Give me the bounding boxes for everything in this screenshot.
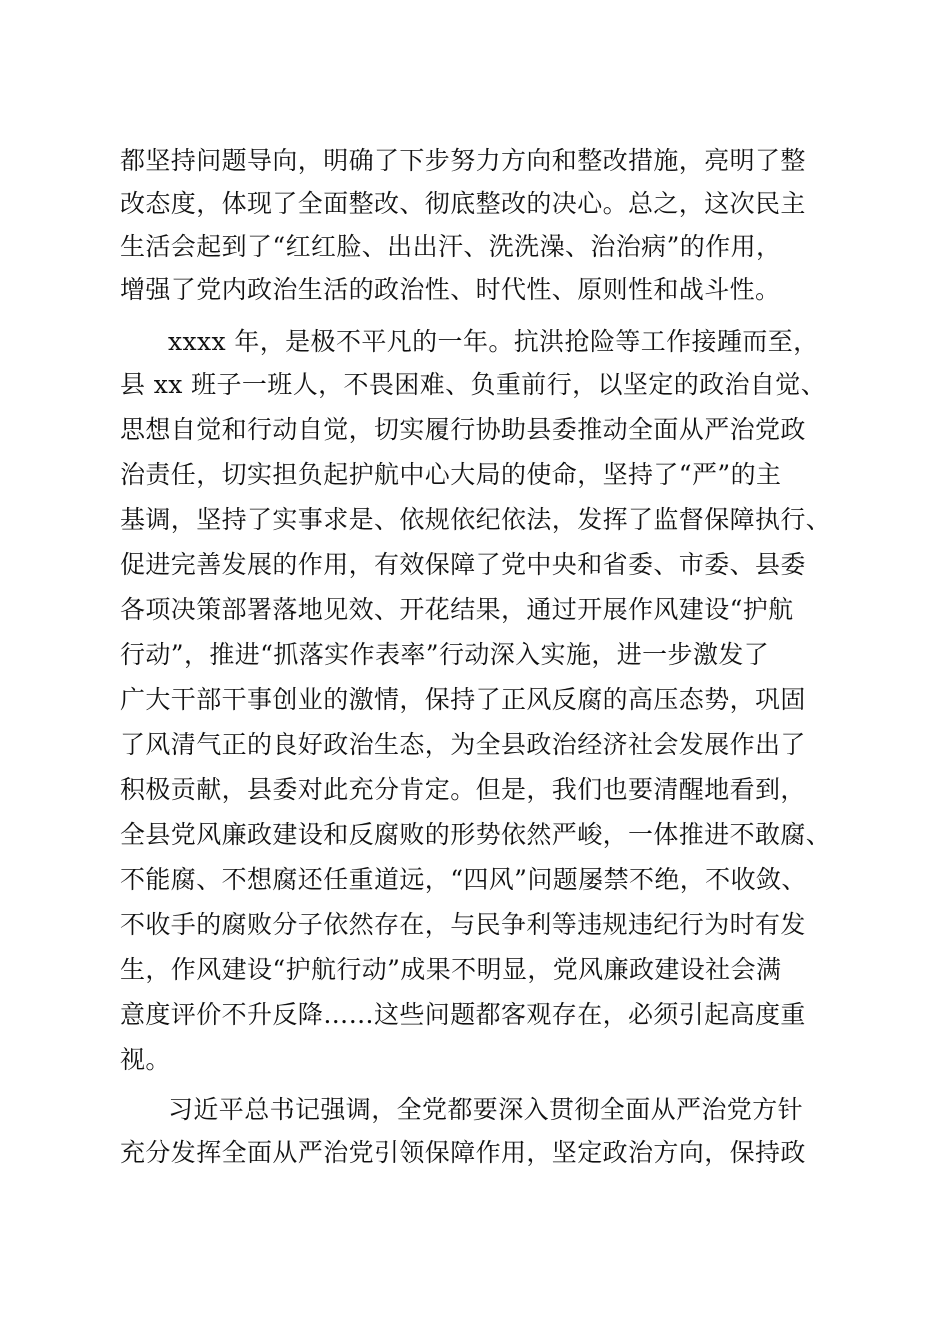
text-line: xxxx 年，是极不平凡的一年。抗洪抢险等工作接踵而至， <box>168 327 819 356</box>
text-line: 习近平总书记强调，全党都要深入贯彻全面从严治党方针 <box>168 1095 804 1124</box>
text-line: 基调，坚持了实事求是、依规依纪依法，发挥了监督保障执行、 <box>120 505 832 534</box>
text-line: 县 xx 班子一班人，不畏困难、负重前行，以坚定的政治自觉、 <box>120 370 827 399</box>
text-line: 广大干部干事创业的激情，保持了正风反腐的高压态势，巩固 <box>120 685 806 714</box>
text-line: 全县党风廉政建设和反腐败的形势依然严峻，一体推进不敢腐、 <box>120 820 832 849</box>
text-line: 积极贡献，县委对此充分肯定。但是，我们也要清醒地看到， <box>120 775 806 804</box>
text-line: 治责任，切实担负起护航中心大局的使命，坚持了“严”的主 <box>120 460 782 489</box>
text-line: 思想自觉和行动自觉，切实履行协助县委推动全面从严治党政 <box>120 415 806 444</box>
text-line: 都坚持问题导向，明确了下步努力方向和整改措施，亮明了整 <box>120 146 806 175</box>
text-line: 充分发挥全面从严治党引领保障作用，坚定政治方向，保持政 <box>120 1138 806 1167</box>
text-line: 视。 <box>120 1045 171 1074</box>
text-line: 生活会起到了“红红脸、出出汗、洗洗澡、治治病”的作用， <box>120 232 782 261</box>
text-line: 意度评价不升反降……这些问题都客观存在，必须引起高度重 <box>120 1000 806 1029</box>
text-line: 促进完善发展的作用，有效保障了党中央和省委、市委、县委 <box>120 550 806 579</box>
text-line: 各项决策部署落地见效、开花结果，通过开展作风建设“护航 <box>120 595 794 624</box>
text-line: 改态度，体现了全面整改、彻底整改的决心。总之，这次民主 <box>120 189 806 218</box>
text-line: 行动”，推进“抓落实作表率”行动深入实施，进一步激发了 <box>120 640 770 669</box>
text-line: 不收手的腐败分子依然存在，与民争利等违规违纪行为时有发 <box>120 910 806 939</box>
text-line: 不能腐、不想腐还任重道远，“四风”问题屡禁不绝，不收敛、 <box>120 865 807 894</box>
text-line: 生，作风建设“护航行动”成果不明显，党风廉政建设社会满 <box>120 955 782 984</box>
text-line: 增强了党内政治生活的政治性、时代性、原则性和战斗性。 <box>120 275 781 304</box>
text-line: 了风清气正的良好政治生态，为全县政治经济社会发展作出了 <box>120 730 806 759</box>
